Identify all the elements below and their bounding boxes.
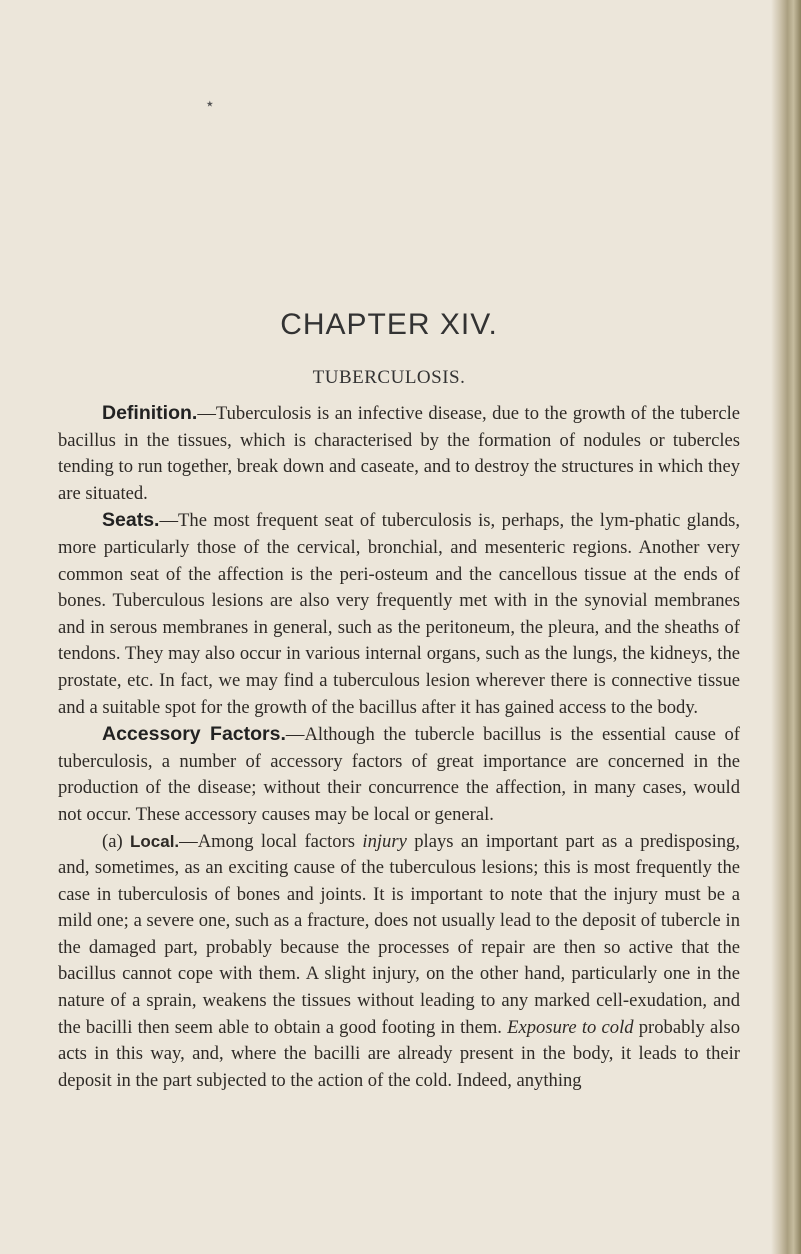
run-in-heading-seats: Seats. — [102, 509, 160, 532]
page-edge-shadow — [771, 0, 801, 1254]
definition-text: —Tuberculosis is an infective disease, due to the growth of the tubercle bacillus in the tissues, which is characterised by the formation of nodules or tubercles tending to run together, break down and caseate, and to destroy the structures in which they are situated. — [58, 403, 740, 504]
stray-mark: ٭ — [206, 97, 214, 112]
run-in-heading-local: Local. — [130, 831, 180, 851]
local-text-1: —Among local factors — [179, 830, 363, 852]
body-text — [58, 400, 740, 1094]
local-text-2: plays an important part as a predisposing, and, sometimes, as an exciting cause of the tuberculous lesions; this is most frequently the case in tuberculosis of bones and joints. It is important to note that the injury must be a mild one; a severe one, such as a fracture, does not usually lead to the deposit of tubercle in the damaged part, probably because the processes of repair are then so active that the bacillus cannot cope with them. A slight injury, on the other hand, particularly one in the nature of a sprain, weakens the tissues without leading to any marked cell-exudation, and the bacilli then seem able to obtain a good footing in them. — [58, 830, 740, 1038]
local-text-3: probably also acts in this way, and, where the bacilli are already present in the body, it leads to their deposit in the part subjected to the action of the cold. Indeed, anything — [58, 1016, 741, 1091]
paragraph-seats — [58, 507, 740, 721]
chapter-heading: CHAPTER XIV. — [280, 308, 498, 341]
term-exposure-to-cold: Exposure to cold — [507, 1016, 634, 1038]
local-marker: (a) — [102, 830, 123, 852]
paragraph-accessory-factors — [58, 721, 740, 828]
seats-text: —The most frequent seat of tuberculosis is, perhaps, the lym-phatic glands, more particularly those of the cervical, bronchial, and mesenteric regions. Another very common seat of the affection is the peri-osteum and the cancellous tissue at the ends of bones. Tuberculous lesions are also very frequently met with in the synovial membranes and in serous membranes in general, such as the peritoneum, the pleura, and the sheaths of tendons. They may also occur in various internal organs, such as the lungs, the kidneys, the prostate, etc. In fact, we may find a tuberculous lesion wherever there is connective tissue and a suitable spot for the growth of the bacillus after it has gained access to the body. — [58, 510, 740, 718]
accessory-factors-text: —Although the tubercle bacillus is the essential cause of tuberculosis, a number of accessory factors of great importance are concerned in the production of the disease; without their concurrence the affection, in many cases, would not occur. These accessory causes may be local or general. — [58, 724, 741, 825]
run-in-heading-definition: Definition. — [102, 402, 198, 424]
run-in-heading-accessory-factors: Accessory Factors. — [102, 723, 286, 746]
term-injury: injury — [362, 830, 407, 852]
paragraph-definition — [58, 400, 740, 507]
paragraph-local — [58, 829, 740, 1095]
section-heading: TUBERCULOSIS. — [312, 367, 466, 388]
